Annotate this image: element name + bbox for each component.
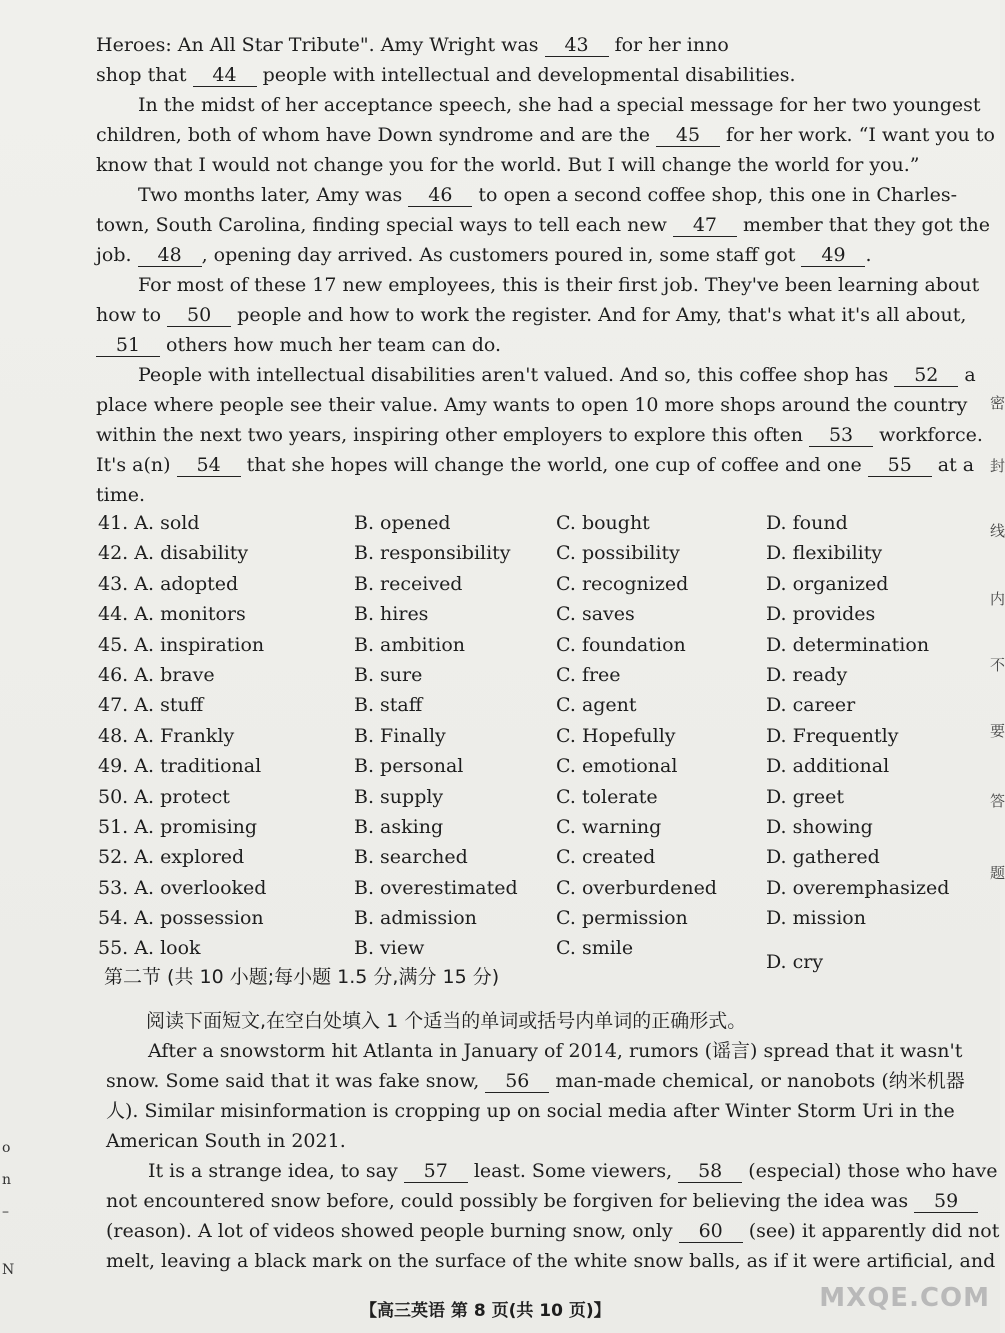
option-c[interactable]: C. foundation xyxy=(556,633,686,656)
blank-50[interactable]: 50 xyxy=(167,304,231,327)
passage-line: within the next two years, inspiring other employers to explore this often 53 workforce. xyxy=(96,424,983,446)
option-d[interactable]: D. showing xyxy=(766,815,873,838)
option-c[interactable]: C. possibility xyxy=(556,542,680,565)
edge-glyph: – xyxy=(2,1204,9,1220)
option-a[interactable]: 45. A. inspiration xyxy=(98,633,265,656)
option-d[interactable]: D. found xyxy=(766,512,848,534)
option-row-47 xyxy=(98,694,958,724)
option-row-45 xyxy=(98,634,958,664)
option-d[interactable]: D. gathered xyxy=(766,846,880,869)
option-d[interactable]: D. career xyxy=(766,694,856,717)
margin-glyph: 题 xyxy=(990,864,1005,882)
option-d[interactable]: D. determination xyxy=(766,633,930,656)
passage-line: children, both of whom have Down syndrome and are the 45 for her work. “I want you to xyxy=(96,124,995,146)
option-b[interactable]: B. admission xyxy=(354,907,477,930)
option-d[interactable]: D. greet xyxy=(766,785,845,808)
passage-line: After a snowstorm hit Atlanta in January of 2014, rumors (谣言) spread that it wasn't xyxy=(148,1040,963,1062)
option-d[interactable]: D. ready xyxy=(766,663,848,686)
passage-line: Two months later, Amy was 46 to open a second coffee shop, this one in Charles- xyxy=(138,184,958,206)
option-row-51 xyxy=(98,816,958,846)
option-d[interactable]: D. flexibility xyxy=(766,542,883,565)
option-a[interactable]: 50. A. protect xyxy=(98,785,230,808)
passage-line: place where people see their value. Amy wants to open 10 more shops around the country xyxy=(96,394,968,416)
blank-43[interactable]: 43 xyxy=(545,34,609,57)
page-footer: 【高三英语 第 8 页(共 10 页)】 xyxy=(360,1301,611,1321)
passage-line: Heroes: An All Star Tribute". Amy Wright was 43 for her inno xyxy=(96,34,729,56)
blank-58[interactable]: 58 xyxy=(678,1160,742,1183)
option-a[interactable]: 55. A. look xyxy=(98,937,201,960)
option-b[interactable]: B. sure xyxy=(354,663,423,686)
grammar-passage xyxy=(106,1036,1000,1276)
blank-54[interactable]: 54 xyxy=(177,454,241,477)
blank-48[interactable]: 48 xyxy=(138,244,202,267)
option-d[interactable]: D. mission xyxy=(766,907,866,930)
option-row-49 xyxy=(98,755,958,785)
option-c[interactable]: C. agent xyxy=(556,694,637,717)
option-c[interactable]: C. saves xyxy=(556,603,635,626)
passage-line: In the midst of her acceptance speech, she had a special message for her two youngest xyxy=(138,94,981,116)
section-instruction: 阅读下面短文,在空白处填入 1 个适当的单词或括号内单词的正确形式。 xyxy=(146,1010,747,1032)
option-b[interactable]: B. searched xyxy=(354,846,468,869)
passage-line: job. 48 , opening day arrived. As customers poured in, some staff got 49 . xyxy=(96,244,872,266)
option-c[interactable]: C. bought xyxy=(556,512,650,534)
option-a[interactable]: 47. A. stuff xyxy=(98,694,204,717)
passage-line: It is a strange idea, to say 57 least. Some viewers, 58 (especial) those who have xyxy=(148,1160,998,1182)
option-c[interactable]: C. emotional xyxy=(556,755,678,778)
option-b[interactable]: B. Finally xyxy=(354,724,446,747)
blank-56[interactable]: 56 xyxy=(485,1070,549,1093)
option-row-43 xyxy=(98,573,958,603)
passage-line: For most of these 17 new employees, this is their first job. They've been learning about xyxy=(138,274,980,296)
option-row-52 xyxy=(98,846,958,876)
option-b[interactable]: B. staff xyxy=(354,694,423,717)
blank-44[interactable]: 44 xyxy=(193,64,257,87)
cloze-passage xyxy=(96,30,995,510)
blank-49[interactable]: 49 xyxy=(801,244,865,267)
margin-glyph: 要 xyxy=(990,722,1005,740)
option-row-41 xyxy=(98,512,958,542)
edge-glyph: n xyxy=(2,1172,12,1188)
option-c[interactable]: C. warning xyxy=(556,815,662,838)
option-b[interactable]: B. supply xyxy=(354,785,444,808)
blank-52[interactable]: 52 xyxy=(894,364,958,387)
option-b[interactable]: B. received xyxy=(354,572,463,595)
option-d[interactable]: D. additional xyxy=(766,755,890,778)
blank-55[interactable]: 55 xyxy=(868,454,932,477)
option-row-53 xyxy=(98,877,958,907)
option-a[interactable]: 51. A. promising xyxy=(98,815,258,838)
option-a[interactable]: 54. A. possession xyxy=(98,907,264,930)
option-b[interactable]: B. asking xyxy=(354,815,444,838)
blank-47[interactable]: 47 xyxy=(673,214,737,237)
margin-glyph: 内 xyxy=(990,590,1005,608)
passage-line: not encountered snow before, could possibly be forgiven for believing the idea was 59 xyxy=(106,1186,956,1216)
option-a[interactable]: 46. A. brave xyxy=(98,663,215,686)
option-row-54 xyxy=(98,907,958,937)
option-b[interactable]: B. view xyxy=(354,937,425,960)
option-c[interactable]: C. tolerate xyxy=(556,785,658,808)
blank-59[interactable]: 59 xyxy=(914,1190,978,1213)
blank-53[interactable]: 53 xyxy=(809,424,873,447)
option-row-46 xyxy=(98,664,958,694)
passage-line: how to 50 people and how to work the register. And for Amy, that's what it's all about, xyxy=(96,304,967,326)
passage-line: 51 others how much her team can do. xyxy=(96,330,956,360)
blank-45[interactable]: 45 xyxy=(656,124,720,147)
blank-46[interactable]: 46 xyxy=(408,184,472,207)
option-b[interactable]: B. hires xyxy=(354,603,429,626)
option-d[interactable]: D. cry xyxy=(766,951,824,974)
option-b[interactable]: B. ambition xyxy=(354,633,466,656)
passage-line: time. xyxy=(96,484,146,506)
passage-line: 人). Similar misinformation is cropping up on social media after Winter Storm Uri in the xyxy=(106,1100,955,1122)
option-row-44 xyxy=(98,603,958,633)
passage-line: American South in 2021. xyxy=(106,1130,346,1152)
margin-glyph: 密 xyxy=(990,394,1005,412)
option-c[interactable]: C. created xyxy=(556,846,656,869)
blank-57[interactable]: 57 xyxy=(404,1160,468,1183)
answer-options xyxy=(98,512,958,974)
option-b[interactable]: B. personal xyxy=(354,755,464,778)
passage-line: town, South Carolina, finding special ways to tell each new 47 member that they got the xyxy=(96,214,990,236)
option-c[interactable]: C. Hopefully xyxy=(556,724,676,747)
margin-glyph: 线 xyxy=(990,522,1005,540)
option-a[interactable]: 52. A. explored xyxy=(98,846,245,869)
option-b[interactable]: B. responsibility xyxy=(354,542,511,565)
passage-line: It's a(n) 54 that she hopes will change the world, one cup of coffee and one 55 at a xyxy=(96,454,975,476)
option-d[interactable]: D. organized xyxy=(766,572,889,595)
option-a[interactable]: 42. A. disability xyxy=(98,542,249,565)
option-c[interactable]: C. permission xyxy=(556,907,688,930)
margin-glyph: 封 xyxy=(990,457,1005,475)
option-a[interactable]: 44. A. monitors xyxy=(98,603,246,626)
edge-glyph: N xyxy=(2,1262,15,1278)
option-b[interactable]: B. overestimated xyxy=(354,876,518,899)
option-row-42 xyxy=(98,542,958,572)
passage-line: People with intellectual disabilities aren't valued. And so, this coffee shop has 52 a xyxy=(138,364,976,386)
option-d[interactable]: D. Frequently xyxy=(766,724,899,747)
option-a[interactable]: 53. A. overlooked xyxy=(98,876,267,899)
option-a[interactable]: 43. A. adopted xyxy=(98,572,239,595)
margin-glyph: 答 xyxy=(990,792,1005,810)
edge-glyph: o xyxy=(2,1140,11,1156)
passage-line: (reason). A lot of videos showed people burning snow, only 60 (see) it apparently did not xyxy=(106,1220,1000,1242)
margin-glyph: 不 xyxy=(990,656,1005,674)
passage-line: shop that 44 people with intellectual and developmental disabilities. xyxy=(96,64,796,86)
option-d[interactable]: D. provides xyxy=(766,603,876,626)
passage-line: know that I would not change you for the world. But I will change the world for you.” xyxy=(96,154,920,176)
blank-51[interactable]: 51 xyxy=(96,334,160,357)
passage-line: snow. Some said that it was fake snow, 56 man-made chemical, or nanobots (纳米机器 xyxy=(106,1070,965,1092)
option-a[interactable]: 48. A. Frankly xyxy=(98,724,235,747)
option-c[interactable]: C. overburdened xyxy=(556,876,717,899)
passage-line: melt, leaving a black mark on the surface of the white snow balls, as if it were artificial, and xyxy=(106,1250,996,1272)
option-c[interactable]: C. recognized xyxy=(556,572,689,595)
option-a[interactable]: 41. A. sold xyxy=(98,512,200,534)
option-a[interactable]: 49. A. traditional xyxy=(98,755,262,778)
site-watermark: MXQE.COM xyxy=(819,1283,990,1313)
option-c[interactable]: C. smile xyxy=(556,937,634,960)
option-d[interactable]: D. overemphasized xyxy=(766,876,950,899)
option-c[interactable]: C. free xyxy=(556,663,621,686)
section-heading: 第二节 (共 10 小题;每小题 1.5 分,满分 15 分) xyxy=(104,966,500,988)
option-b[interactable]: B. opened xyxy=(354,512,451,534)
option-row-48 xyxy=(98,725,958,755)
blank-60[interactable]: 60 xyxy=(679,1220,743,1243)
option-row-50 xyxy=(98,786,958,816)
